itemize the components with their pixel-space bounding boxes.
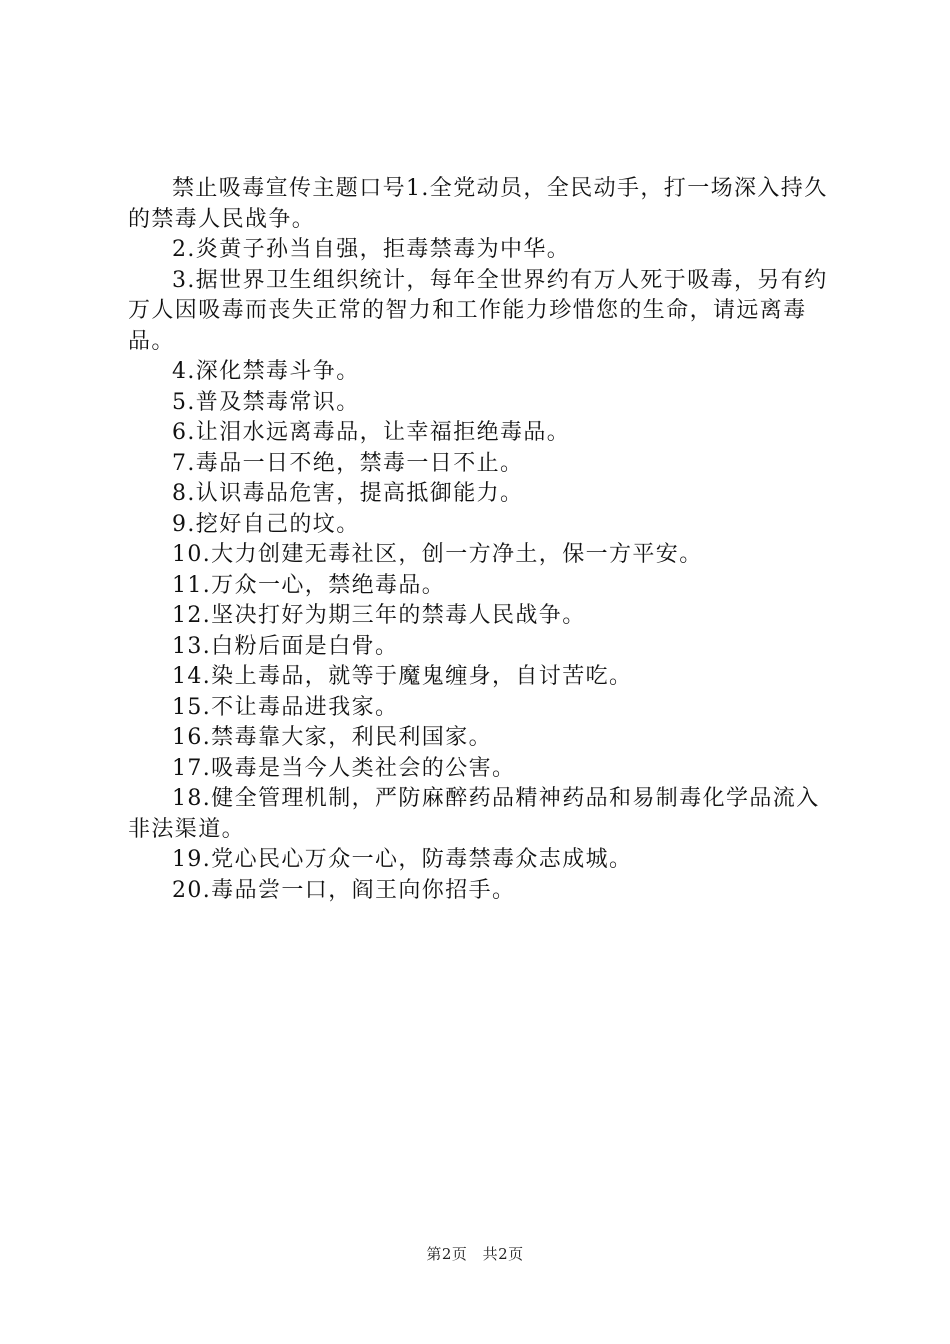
paragraph-14: 14.染上毒品，就等于魔鬼缠身，自讨苦吃。: [172, 664, 633, 689]
document-body: [128, 174, 840, 906]
paragraph-3: 3.据世界卫生组织统计，每年全世界约有万人死于吸毒，另有约万人因吸毒而丧失正常的智力和工作能力珍惜您的生命，请远离毒品。: [128, 267, 828, 354]
paragraph-1: 禁止吸毒宣传主题口号1.全党动员，全民动手，打一场深入持久的禁毒人民战争。: [128, 176, 828, 232]
total-pages: 共2页: [482, 1245, 524, 1263]
paragraph-2: 2.炎黄子孙当自强，拒毒禁毒为中华。: [172, 237, 571, 262]
paragraph-19: 19.党心民心万众一心，防毒禁毒众志成城。: [172, 847, 633, 872]
paragraph-10: 10.大力创建无毒社区，创一方净土，保一方平安。: [172, 542, 703, 567]
paragraph-8: 8.认识毒品危害，提高抵御能力。: [172, 481, 524, 506]
paragraph-18: 18.健全管理机制，严防麻醉药品精神药品和易制毒化学品流入非法渠道。: [128, 786, 820, 842]
paragraph-4: 4.深化禁毒斗争。: [172, 359, 360, 384]
paragraph-16: 16.禁毒靠大家，利民利国家。: [172, 725, 492, 750]
paragraph-11: 11.万众一心，禁绝毒品。: [172, 572, 446, 598]
paragraph-20: 20.毒品尝一口，阎王向你招手。: [172, 877, 516, 903]
paragraph-15: 15.不让毒品进我家。: [172, 694, 399, 720]
paragraph-12: 12.坚决打好为期三年的禁毒人民战争。: [172, 603, 586, 628]
paragraph-5: 5.普及禁毒常识。: [172, 389, 360, 415]
page-footer: [0, 1243, 950, 1264]
paragraph-17: 17.吸毒是当今人类社会的公害。: [172, 755, 516, 781]
paragraph-13: 13.白粉后面是白骨。: [172, 633, 399, 659]
paragraph-7: 7.毒品一日不绝，禁毒一日不止。: [172, 450, 524, 476]
paragraph-6: 6.让泪水远离毒品，让幸福拒绝毒品。: [172, 420, 571, 445]
paragraph-9: 9.挖好自己的坟。: [172, 511, 360, 537]
current-page-number: 第2页: [426, 1245, 468, 1263]
